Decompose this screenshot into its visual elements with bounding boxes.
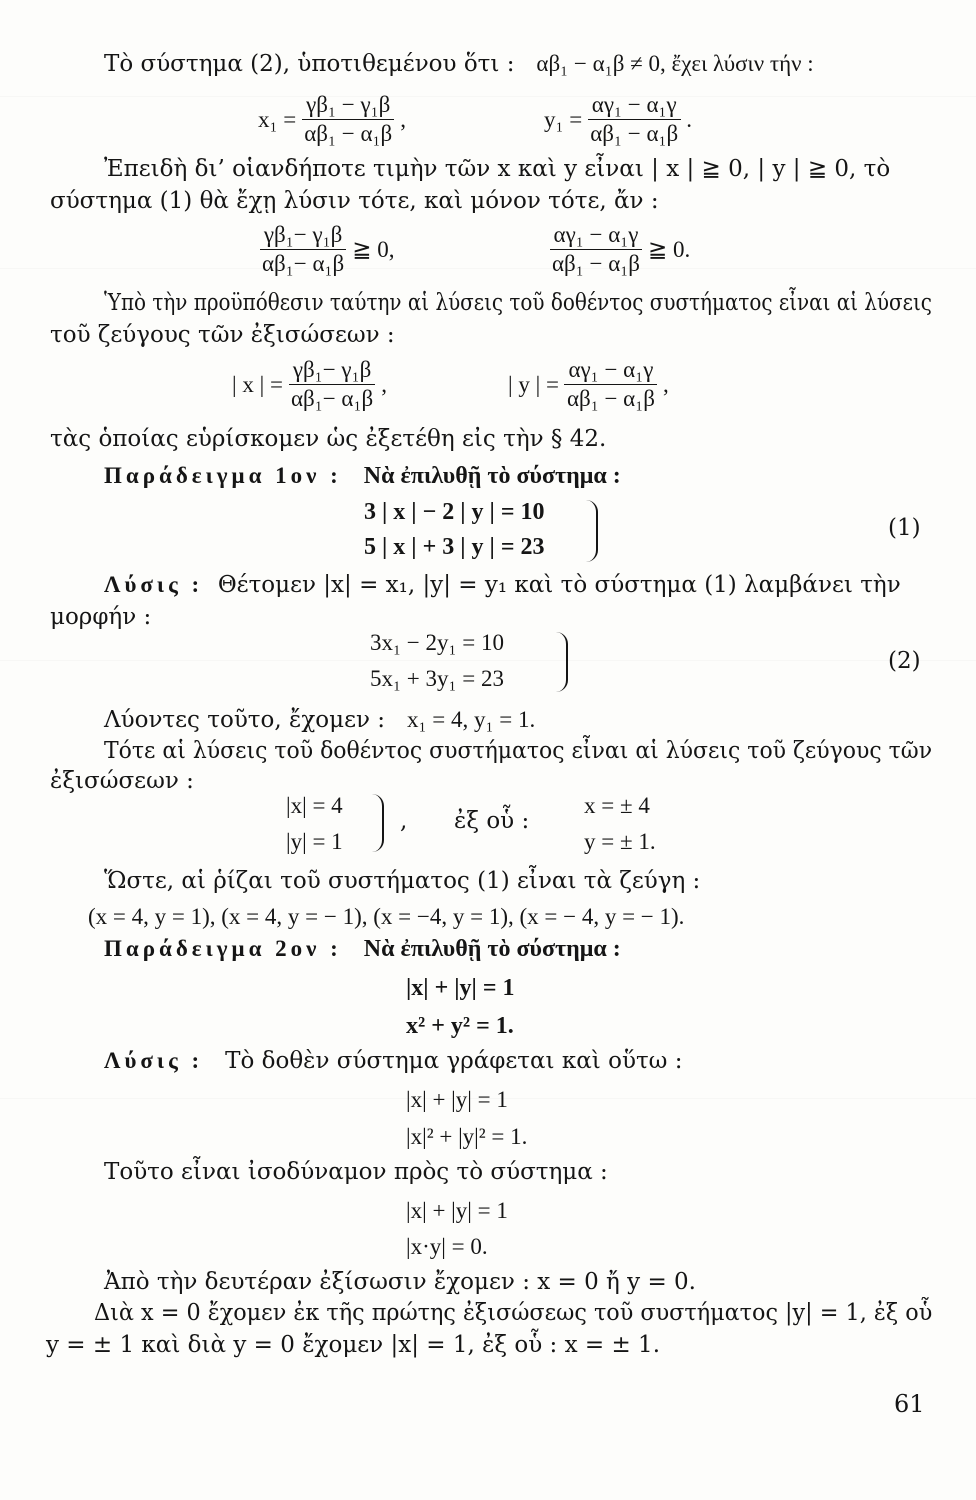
nonzero-condition: αβ₁ − α₁β ≠ 0, ἔχει λύσιν τήν : [536, 51, 814, 76]
result-y: y = ± 1. [584, 829, 656, 854]
bleed-through [0, 268, 976, 269]
intro-line-2: Ἐπειδὴ δι’ οἱανδήποτε τιμὴν τῶν x καὶ y εἶναι | x | ≧ 0, | y | ≧ 0, τὸ [104, 156, 891, 182]
system-1-eq-1: 3 | x | − 2 | y | = 10 [364, 499, 545, 525]
fraction: $\frac{\text{γβ₁− γ₁β}}{\text{αβ₁− α₁β}}$ [258, 222, 348, 277]
example-2-label: Παράδειγμα 2ον : [104, 936, 342, 961]
whence-label: ἐξ οὗ : [454, 808, 530, 834]
intro-line-4: Ὑπὸ τὴν προϋπόθεσιν ταύτην αἱ λύσεις τοῦ δοθέντος συστήματος εἶναι αἱ λύσεις [104, 290, 932, 316]
example-2-for-x0: Διὰ x = 0 ἔχομεν ἐκ τῆς πρώτης ἐξισώσεως τοῦ συστήματος |y| = 1, ἐξ οὗ [94, 1300, 933, 1326]
bleed-through [0, 660, 976, 661]
system-4-eq-1: |x| + |y| = 1 [406, 1087, 508, 1112]
intro-line-3: σύστημα (1) θὰ ἔχῃ λύσιν τότε, καὶ μόνον τότε, ἄν : [50, 188, 659, 214]
fraction: $\frac{\text{αγ₁ − α₁γ}}{\text{αβ₁ − α₁β}}$ [586, 92, 682, 147]
example-1-then: Τότε αἱ λύσεις τοῦ δοθέντος συστήματος εἶναι αἱ λύσεις τοῦ ζεύγους τῶν [104, 738, 933, 764]
system-4-eq-2: |x|² + |y|² = 1. [406, 1124, 528, 1149]
system-5-eq-2: |x·y| = 0. [406, 1234, 488, 1259]
right-brace [586, 500, 598, 562]
fraction: $\frac{\text{γβ₁− γ₁β}}{\text{αβ₁− α₁β}}$ [287, 357, 377, 412]
condition-2: $\frac{\text{αγ₁ − α₁γ}}{\text{αβ₁ − α₁β}}$ ≧ 0. [544, 222, 690, 277]
intro-line-5: τοῦ ζεύγους τῶν ἐξισώσεων : [50, 322, 395, 348]
example-2-equiv: Τοῦτο εἶναι ἰσοδύναμον πρὸς τὸ σύστημα : [104, 1159, 608, 1185]
solution-label: Λύσις : [104, 1048, 204, 1073]
example-1-heading [104, 461, 621, 491]
example-1-solution-cont: μορφήν : [50, 604, 152, 630]
example-1-thus: Ὥστε, αἱ ῥίζαι τοῦ συστήματος (1) εἶναι τὰ ζεύγη : [104, 868, 701, 894]
abs-eq-1: |x| = 4 [286, 793, 343, 818]
equation-tag-1: (1) [888, 515, 921, 541]
fraction: $\frac{\text{γβ₁ − γ₁β}}{\text{αβ₁ − α₁β}}$ [300, 92, 396, 147]
example-2-task: Νὰ ἐπιλυθῇ τὸ σύστημα : [363, 936, 621, 962]
abs-x-formula: | x | = $\frac{\text{γβ₁− γ₁β}}{\text{αβ₁− α₁β}}$ , [232, 357, 387, 411]
condition-1: $\frac{\text{γβ₁− γ₁β}}{\text{αβ₁− α₁β}}$ ≧ 0, [254, 222, 395, 277]
example-2-solution: Λύσις : Τὸ δοθὲν σύστημα γράφεται καὶ οὕτω : [104, 1048, 683, 1074]
abs-eq-2: |y| = 1 [286, 829, 343, 854]
fraction: $\frac{\text{αγ₁ − α₁γ}}{\text{αβ₁ − α₁β}}$ [563, 357, 659, 412]
example-1-label: Παράδειγμα 1ον : [104, 463, 342, 488]
system-2-eq-2: 5x₁ + 3y₁ = 23 [370, 666, 504, 691]
book-page: Τὸ σύστημα (2), ὑποτιθεμένου ὅτι : αβ₁ − α₁β ≠ 0, ἔχει λύσιν τήν : x₁ = $\frac{\text{γβ₁ − γ₁β}}{\text{αβ₁ − α₁β}}$ , y₁ = $\frac{\text{αγ₁ − α₁γ}}{\text{αβ₁ − α₁β}}$ . Ἐπειδὴ δι’ οἱανδήποτε τιμὴν τῶν x καὶ y εἶναι | x | ≧ 0, | y | ≧ 0, τὸ σύστημα (1) θὰ ἔχῃ λύσιν τότε, καὶ μόνον τότε, ἄν : $\frac{\text{γβ₁− γ₁β}}{\text{αβ₁− α₁β}}$ ≧ 0, $\frac{\text{αγ₁ − α₁γ}}{\text{αβ₁ − α₁β}}$ ≧ 0. Ὑπὸ τὴν προϋπόθεσιν ταύτην αἱ λύσεις τοῦ δοθέντος συστήματος εἶναι αἱ λύσεις τοῦ ζεύγους τῶν ἐξισώσεων : | x | = $\frac{\text{γβ₁− γ₁β}}{\text{αβ₁− α₁β}}$ , | y | = $\frac{\text{αγ₁ − α₁γ}}{\text{αβ₁ − α₁β}}$ , τὰς ὁποίας εὑρίσκομεν ὡς ἐξετέθη εἰς τὴν § 42. Παράδειγμα 1ον : Νὰ ἐπιλυθῇ τὸ σύστημα : 3 | x | − 2 | y | = 10 5 | x | + 3 | y | = 23 (1) Λύσις : Θέτομεν |x| = x₁, |y| = y₁ καὶ τὸ σύστημα (1) λαμβάνει τὴν μορφήν : 3x₁ − 2y₁ = 10 5x₁ + 3y₁ = 23 (2) Λύοντες τοῦτο, ἔχομεν : x₁ = 4, y₁ = 1. Τότε αἱ λύσεις τοῦ δοθέντος συστήματος εἶναι αἱ λύσεις τοῦ ζεύγους τῶν ἐξισώσεων : |x| = 4 |y| = 1 , ἐξ οὗ : x = ± 4 y = ± 1. Ὥστε, αἱ ῥίζαι τοῦ συστήματος (1) εἶναι τὰ ζεύγη : (x = 4, y = 1), (x = 4, y = − 1), (x = −4, y = 1), (x = − 4, y = − 1). Παράδειγμα 2ον : Νὰ ἐπιλυθῇ τὸ σύστημα : |x| + |y| = 1 x² + y² = 1. Λύσις : Τὸ δοθὲν σύστημα γράφεται καὶ οὕτω : |x| + |y| = 1 |x|² + |y|² = 1. Τοῦτο εἶναι ἰσοδύναμον πρὸς τὸ σύστημα : |x| + |y| = 1 |x·y| = 0. Ἀπὸ τὴν δευτέραν ἐξίσωσιν ἔχομεν : x = 0 ἤ y = 0. Διὰ x = 0 ἔχομεν ἐκ τῆς πρώτης ἐξισώσεως τοῦ συστήματος |y| = 1, ἐξ οὗ y = ± 1 καὶ διὰ y = 0 ἔχομεν |x| = 1, ἐξ οὗ : x = ± 1. 61 [0, 0, 976, 1500]
example-1-task: Νὰ ἐπιλυθῇ τὸ σύστημα : [363, 463, 621, 489]
solution-pairs: (x = 4, y = 1), (x = 4, y = − 1), (x = −4, y = 1), (x = − 4, y = − 1). [88, 904, 685, 929]
system-1-eq-2: 5 | x | + 3 | y | = 23 [364, 534, 545, 560]
system-5-eq-1: |x| + |y| = 1 [406, 1198, 508, 1223]
intro-line-1: Τὸ σύστημα (2), ὑποτιθεμένου ὅτι : αβ₁ − α₁β ≠ 0, ἔχει λύσιν τήν : [104, 51, 814, 77]
example-1-solution: Λύσις : Θέτομεν |x| = x₁, |y| = y₁ καὶ τὸ σύστημα (1) λαμβάνει τὴν [104, 572, 901, 598]
equation-tag-2: (2) [888, 648, 921, 674]
bleed-through [0, 96, 976, 97]
example-2-for-y0: y = ± 1 καὶ διὰ y = 0 ἔχομεν |x| = 1, ἐξ οὗ : x = ± 1. [46, 1332, 661, 1358]
example-2-from-second: Ἀπὸ τὴν δευτέραν ἐξίσωσιν ἔχομεν : x = 0 ἤ y = 0. [104, 1269, 696, 1295]
solution-label: Λύσις : [104, 572, 204, 597]
example-1-solving: Λύοντες τοῦτο, ἔχομεν : x₁ = 4, y₁ = 1. [104, 707, 536, 733]
example-2-heading [104, 934, 621, 964]
x1-formula: x₁ = $\frac{\text{γβ₁ − γ₁β}}{\text{αβ₁ − α₁β}}$ , [258, 92, 407, 146]
system-3-eq-1: |x| + |y| = 1 [406, 975, 515, 1001]
example-1-then-cont: ἐξισώσεων : [50, 768, 194, 794]
result-x: x = ± 4 [584, 793, 650, 818]
right-brace [372, 794, 384, 852]
y1-formula: y₁ = $\frac{\text{αγ₁ − α₁γ}}{\text{αβ₁ − α₁β}}$ . [544, 92, 693, 146]
system-3-eq-2: x² + y² = 1. [406, 1013, 514, 1039]
intro-line-6: τὰς ὁποίας εὑρίσκομεν ὡς ἐξετέθη εἰς τὴν § 42. [50, 426, 607, 452]
system-2-eq-1: 3x₁ − 2y₁ = 10 [370, 630, 504, 655]
page-number: 61 [894, 1390, 925, 1418]
abs-y-formula: | y | = $\frac{\text{αγ₁ − α₁γ}}{\text{αβ₁ − α₁β}}$ , [508, 357, 669, 411]
fraction: $\frac{\text{αγ₁ − α₁γ}}{\text{αβ₁ − α₁β}}$ [548, 222, 644, 277]
right-brace [556, 632, 568, 692]
